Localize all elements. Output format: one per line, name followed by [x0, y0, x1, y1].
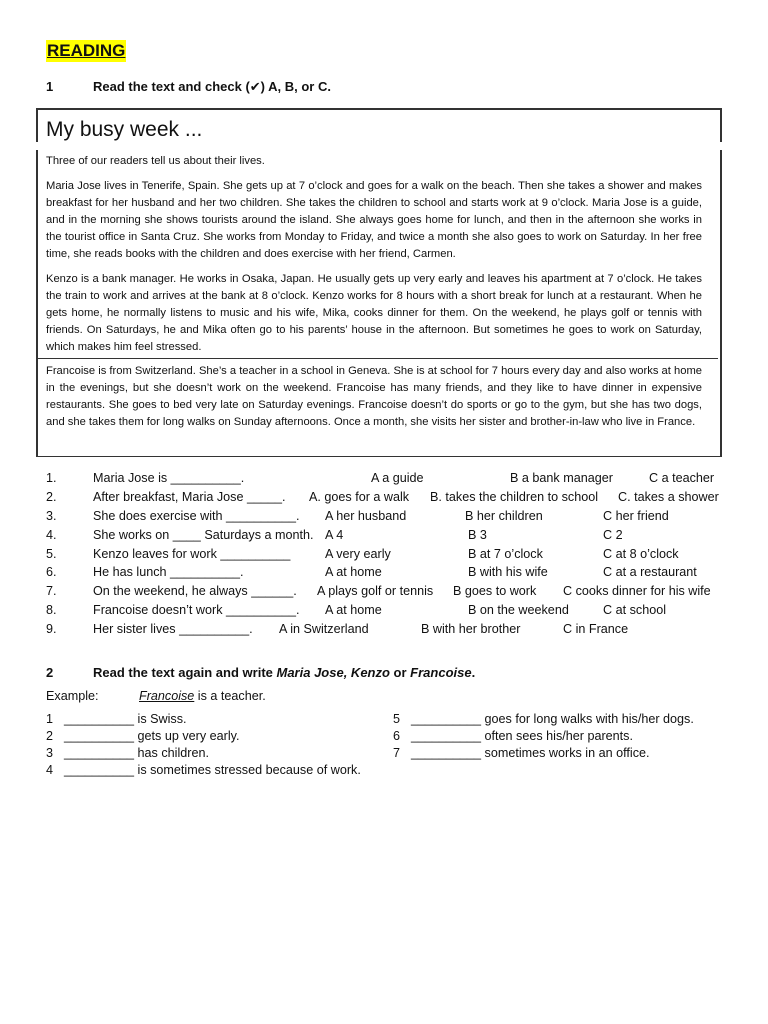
question-row [0, 547, 768, 566]
question-number: 9. [46, 622, 57, 636]
write-item-number: 7 [393, 746, 401, 760]
write-item-text[interactable]: __________ is sometimes stressed because of work. [64, 763, 361, 777]
option-a[interactable]: A 4 [325, 528, 344, 542]
question-number: 5. [46, 547, 57, 561]
example-name: Francoise [139, 689, 195, 703]
write-item-text[interactable]: __________ is Swiss. [64, 712, 187, 726]
example-rest: is a teacher. [194, 689, 266, 703]
option-c[interactable]: C at 8 o’clock [603, 547, 679, 561]
question-number: 7. [46, 584, 57, 598]
write-item-number: 1 [46, 712, 54, 726]
article-intro: Three of our readers tell us about their lives. [46, 155, 265, 167]
write-item-number: 5 [393, 712, 401, 726]
write-item-number: 3 [46, 746, 54, 760]
article-paragraph-kenzo: Kenzo is a bank manager. He works in Osaka, Japan. He usually gets up very early and leaves his apartment at 7 o’clock. He takes the train to work and arrives at the bank at 8 o’clock. Kenzo works for 8 hours with a short break for lunch at a restaurant. When he gets home, he normally listens to music and his wife, Mika, cooks dinner for them. On the weekend, he plays golf or tennis with friends. On Saturdays, he and Mika often go to his parents’ house in the afternoon. But sometimes he goes to work on Saturday, which makes him feel stressed. [46, 273, 702, 353]
option-a[interactable]: A plays golf or tennis [317, 584, 434, 598]
write-item-text[interactable]: __________ goes for long walks with his/her dogs. [411, 712, 694, 726]
question-number: 3. [46, 509, 57, 523]
question-stem: After breakfast, Maria Jose _____. [93, 490, 286, 504]
question-stem: Maria Jose is __________. [93, 471, 245, 485]
question-number: 8. [46, 603, 57, 617]
question-row [0, 584, 768, 603]
write-item-number: 4 [46, 763, 54, 777]
option-c[interactable]: C a teacher [649, 471, 715, 485]
question-row [0, 603, 768, 622]
option-c[interactable]: C her friend [603, 509, 669, 523]
question-stem: Francoise doesn’t work __________. [93, 603, 300, 617]
option-a[interactable]: A a guide [371, 471, 424, 485]
write-item-text[interactable]: __________ has children. [64, 746, 209, 760]
example-sentence [139, 689, 266, 703]
question-stem: On the weekend, he always ______. [93, 584, 297, 598]
task-2-instruction-names: Maria Jose, Kenzo [276, 665, 390, 680]
option-b[interactable]: B at 7 o’clock [468, 547, 543, 561]
task-2-instruction-end: . [471, 665, 476, 680]
question-row [0, 509, 768, 528]
question-stem: Kenzo leaves for work __________ [93, 547, 291, 561]
option-a[interactable]: A. goes for a walk [309, 490, 410, 504]
option-c[interactable]: C in France [563, 622, 629, 636]
question-number: 6. [46, 565, 57, 579]
write-item-text[interactable]: __________ often sees his/her parents. [411, 729, 633, 743]
question-row [0, 622, 768, 641]
question-row [0, 565, 768, 584]
option-a[interactable]: A her husband [325, 509, 407, 523]
option-b[interactable]: B a bank manager [510, 471, 613, 485]
question-stem: She works on ____ Saturdays a month. [93, 528, 314, 542]
article-divider [38, 358, 718, 359]
write-item-number: 2 [46, 729, 54, 743]
write-item-number: 6 [393, 729, 401, 743]
section-heading: READING [47, 41, 126, 60]
question-number: 4. [46, 528, 57, 542]
option-c[interactable]: C. takes a shower [618, 490, 719, 504]
task-2-instruction [93, 665, 475, 680]
option-b[interactable]: B. takes the children to school [430, 490, 599, 504]
question-row [0, 528, 768, 547]
task-2-number: 2 [46, 665, 54, 680]
option-c[interactable]: C at school [603, 603, 666, 617]
option-a[interactable]: A in Switzerland [279, 622, 369, 636]
option-c[interactable]: C at a restaurant [603, 565, 697, 579]
option-a[interactable]: A at home [325, 565, 382, 579]
question-stem: She does exercise with __________. [93, 509, 300, 523]
example-label: Example: [46, 689, 99, 703]
option-b[interactable]: B her children [465, 509, 543, 523]
write-item-text[interactable]: __________ gets up very early. [64, 729, 240, 743]
task-2-instruction-prefix: Read the text again and write [93, 665, 277, 680]
article-paragraph-maria-jose: Maria Jose lives in Tenerife, Spain. She gets up at 7 o’clock and goes for a walk on the beach. Then she takes a shower and makes breakfast for her husband and her two children. She takes the children to school and starts work at 9 o’clock. Maria Jose is a guide, and in the morning she shows tourists around the island. She always goes home for lunch, and then in the afternoon she works in the tourist office in Santa Cruz. She works from Monday to Friday, and twice a month she also goes to work on Saturday. In her free time, she reads books with the children and does exercise with her friend, Carmen. [46, 180, 702, 260]
option-c[interactable]: C cooks dinner for his wife [563, 584, 711, 598]
option-b[interactable]: B on the weekend [468, 603, 569, 617]
question-row [0, 490, 768, 509]
option-c[interactable]: C 2 [603, 528, 623, 542]
option-a[interactable]: A very early [325, 547, 391, 561]
task-2-instruction-last: Francoise [410, 665, 472, 680]
option-b[interactable]: B with her brother [421, 622, 521, 636]
task-1-instruction: Read the text and check (✔) A, B, or C. [93, 79, 331, 94]
option-b[interactable]: B with his wife [468, 565, 548, 579]
option-b[interactable]: B goes to work [453, 584, 537, 598]
question-row [0, 471, 768, 490]
write-item-text[interactable]: __________ sometimes works in an office. [411, 746, 650, 760]
task-1-number: 1 [46, 79, 54, 94]
article-paragraph-francoise: Francoise is from Switzerland. She’s a teacher in a school in Geneva. She is at school for 7 hours every day and also works at home in the evenings, but she doesn’t work on the weekend. Francoise has many friends, and they like to have dinner in expensive restaurants. She goes to bed very late on Saturday evenings. Francoise doesn’t do sports or go to the gym, but she has two dogs, and she takes them for long walks on Sunday afternoons. Once a month, she visits her sister and brother-in-law who live in France. [46, 365, 702, 428]
article-title: My busy week ... [46, 118, 203, 141]
question-number: 2. [46, 490, 57, 504]
question-number: 1. [46, 471, 57, 485]
question-stem: He has lunch __________. [93, 565, 244, 579]
question-stem: Her sister lives __________. [93, 622, 253, 636]
task-2-instruction-or: or [389, 665, 411, 680]
option-b[interactable]: B 3 [468, 528, 487, 542]
option-a[interactable]: A at home [325, 603, 382, 617]
